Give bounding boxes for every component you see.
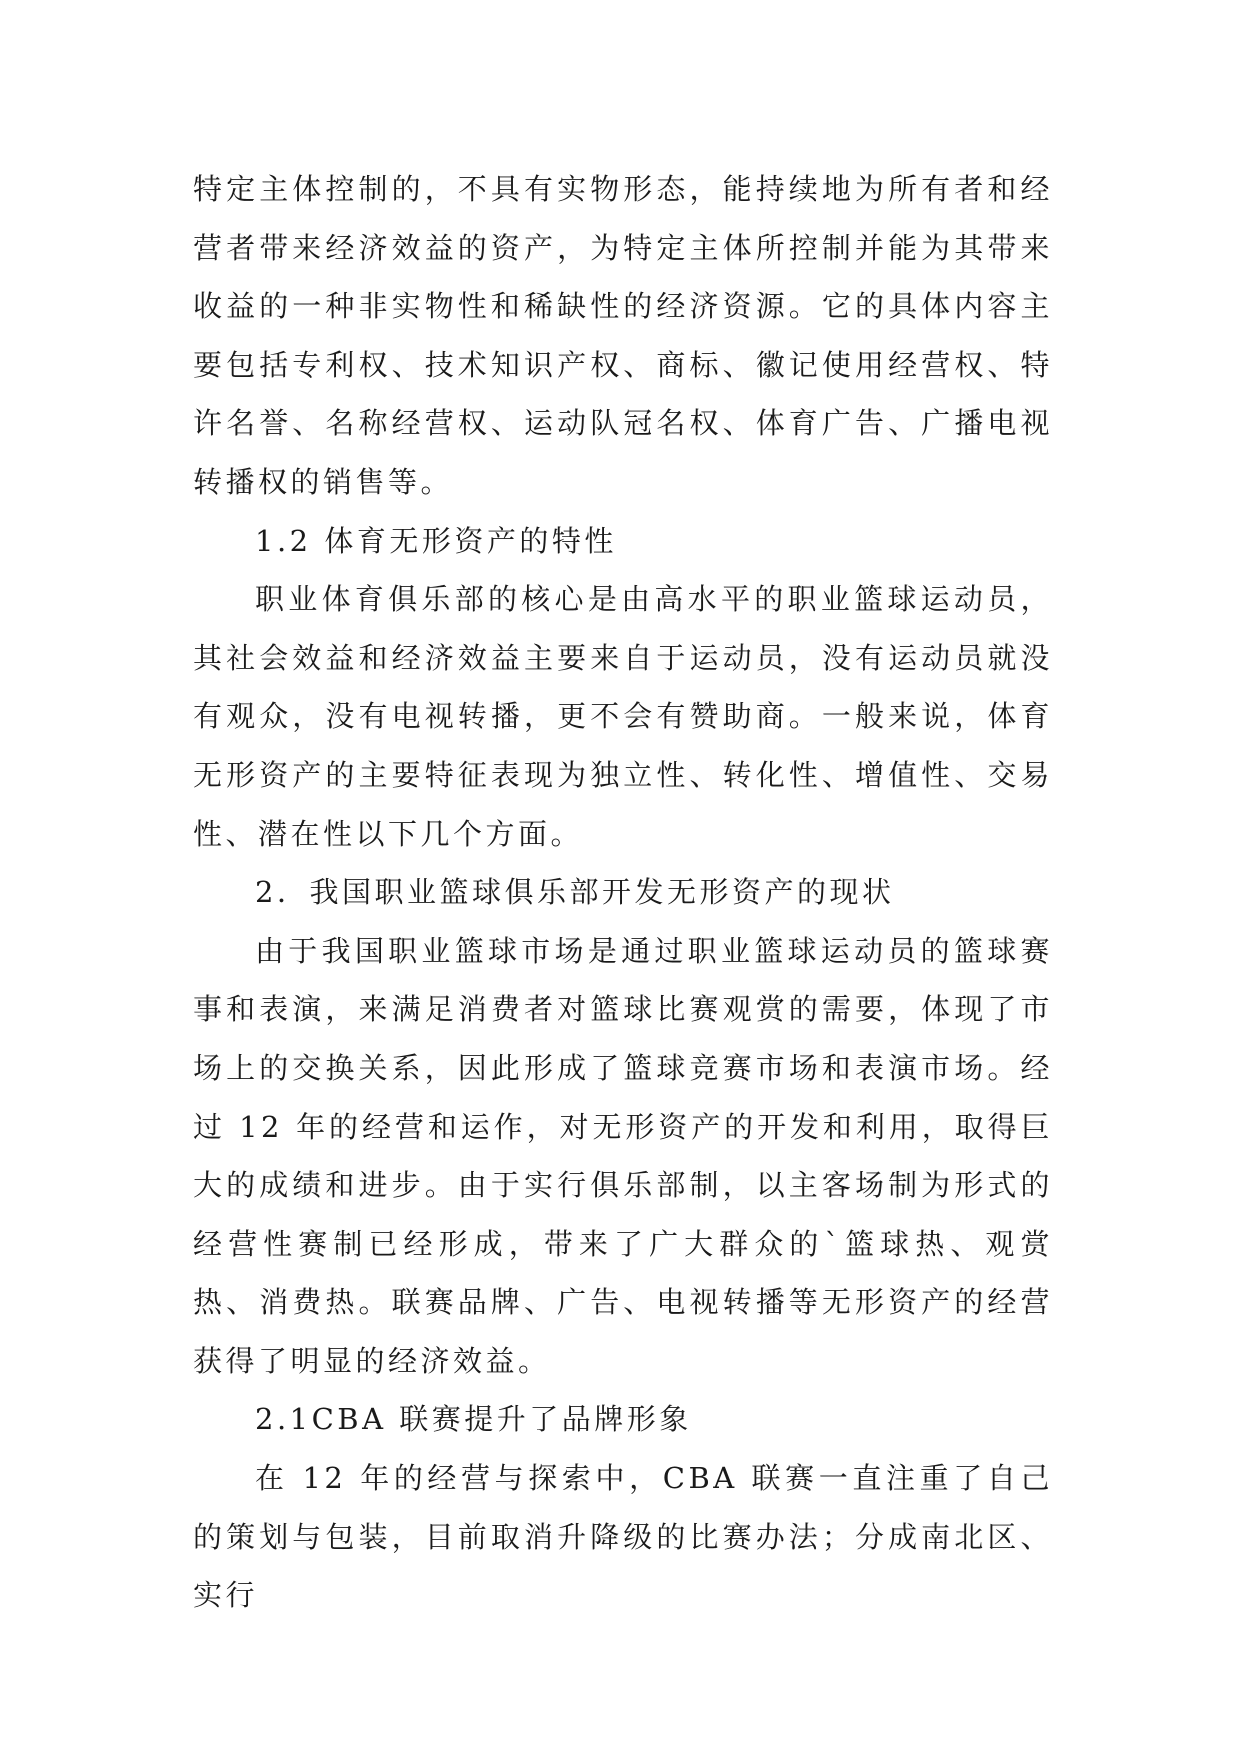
- section-heading-2: 2．我国职业篮球俱乐部开发无形资产的现状: [255, 875, 895, 910]
- paragraph-intangible-asset-definition: 特定主体控制的，不具有实物形态，能持续地为所有者和经营者带来经济效益的资产，为特定主体所控制并能为其带来收益的一种非实物性和稀缺性的经济资源。它的具体内容主要包括专利权、技术知识产权、商标、徽记使用经营权、特许名誉、名称经营权、运动队冠名权、体育广告、广播电视转播权的销售等。: [193, 172, 1053, 499]
- paragraph-characteristics: 职业体育俱乐部的核心是由高水平的职业篮球运动员，其社会效益和经济效益主要来自于运动员，没有运动员就没有观众，没有电视转播，更不会有赞助商。一般来说，体育无形资产的主要特征表现为独立性、转化性、增值性、交易性、潜在性以下几个方面。: [193, 582, 1053, 851]
- document-body: [193, 160, 1053, 1625]
- section-heading-2-1: 2.1CBA 联赛提升了品牌形象: [255, 1402, 692, 1437]
- paragraph-cba-brand: 在 12 年的经营与探索中，CBA 联赛一直注重了自己的策划与包装，目前取消升降级的比赛办法；分成南北区、实行: [193, 1461, 1053, 1613]
- section-heading-1-2: 1.2 体育无形资产的特性: [255, 523, 617, 558]
- paragraph-current-status: 由于我国职业篮球市场是通过职业篮球运动员的篮球赛事和表演，来满足消费者对篮球比赛观赏的需要，体现了市场上的交换关系，因此形成了篮球竞赛市场和表演市场。经过 12 年的经营和运作，对无形资产的开发和利用，取得巨大的成绩和进步。由于实行俱乐部制，以主客场制为形式的经营性赛制已经形成，带来了广大群众的`篮球热、观赏热、消费热。联赛品牌、广告、电视转播等无形资产的经营获得了明显的经济效益。: [193, 933, 1053, 1378]
